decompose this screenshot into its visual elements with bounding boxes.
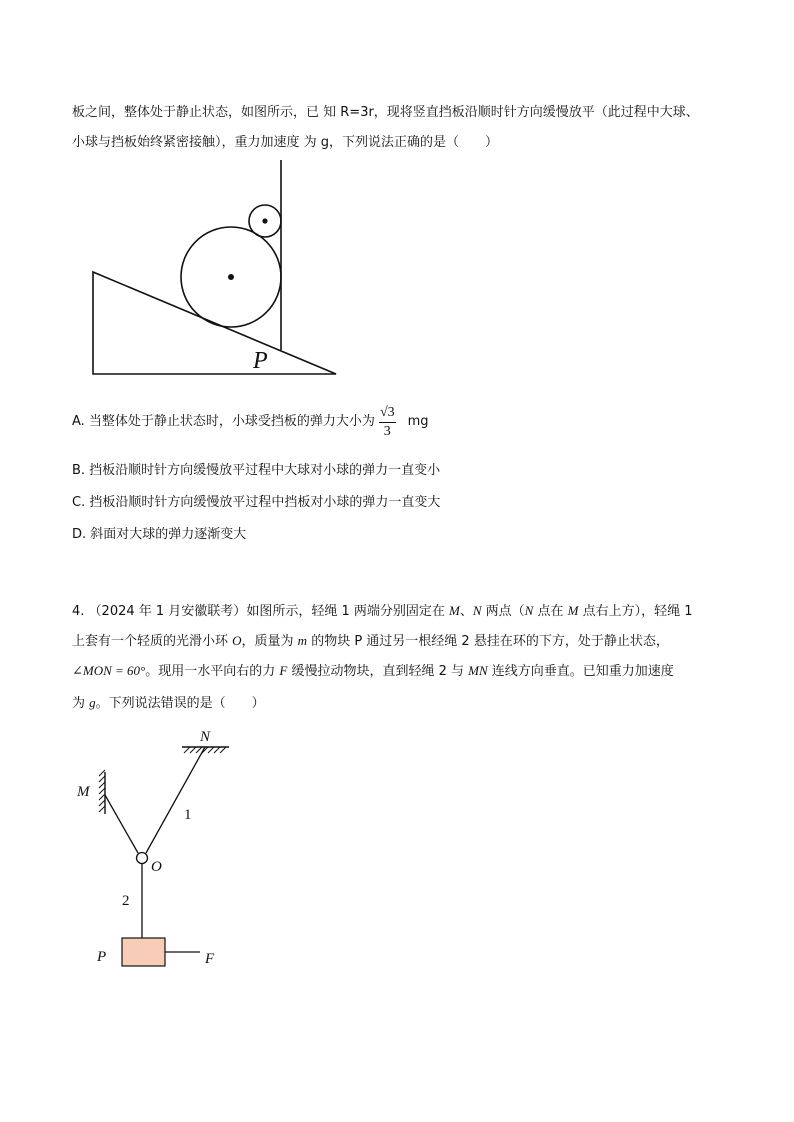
q3-stem-line1: 板之间，整体处于静止状态，如图所示，已 知 R=3r，现将竖直挡板沿顺时针方向缓慢放平（此过程中大球、 [72,105,699,120]
gravity-g-ref: g [89,695,96,710]
fraction-denominator: 3 [383,423,391,439]
rope-1-right [146,747,205,853]
q3-option-b: B. 挡板沿顺时针方向缓慢放平过程中大球对小球的弹力一直变小 [72,463,441,478]
label-1: 1 [184,807,192,823]
block-p [122,938,165,966]
angle-mon: ∠MON = 60° [72,663,146,678]
q4-l3-d: 连线方向垂直。已知重力加速度 [487,664,674,679]
q4-l4-b: 。下列说法错误的是（ ） [95,696,265,711]
q4-source: （2024 年 1 月安徽联考） [88,604,247,619]
ring-o-ref: O [232,633,242,648]
q4-l1-b: 两点（ [481,604,525,619]
rope-1-left [105,795,138,853]
point-p-label: P [253,348,268,374]
q4-l1-d: 点右上方），轻绳 1 [578,604,693,619]
label-o: O [151,859,162,875]
point-m-ref-2: M [567,603,579,618]
point-n-ref-2: N [524,603,534,618]
label-n: N [200,729,211,745]
label-p: P [97,949,107,965]
q4-l2-b: ，质量为 [241,634,298,649]
point-n-ref: N [472,603,482,618]
force-f-ref: F [279,663,288,678]
q3-option-a-text: A. 当整体处于静止状态时，小球受挡板的弹力大小为 [72,414,375,429]
q4-l3-b: 。现用一水平向右的力 [145,664,280,679]
q4-l2-c: 的物块 P 通过另一根经绳 2 悬挂在环的下方，处于静止状态， [307,634,669,649]
q3-option-a-unit: mg [407,414,429,429]
fraction-numerator: √3 [379,404,396,423]
q4-l4-a: 为 [72,696,90,711]
mass-m-ref: m [297,633,308,648]
q4-l3-c: 缓慢拉动物块，直到轻绳 2 与 [287,664,469,679]
point-m-ref: M [448,603,460,618]
label-2: 2 [122,893,130,909]
q4-number: 4. [72,604,85,619]
line-mn-ref: MN [468,663,488,678]
m-hatching [99,770,105,812]
label-f: F [205,951,215,967]
sep: 、 [459,604,473,619]
q4-l1-a: 如图所示，轻绳 1 两端分别固定在 [246,604,449,619]
q4-l1-c: 点在 [533,604,568,619]
q3-option-c: C. 挡板沿顺时针方向缓慢放平过程中挡板对小球的弹力一直变大 [72,495,441,510]
label-m: M [77,784,90,800]
ring-o [137,853,148,864]
q3-option-d: D. 斜面对大球的弹力逐渐变大 [72,527,247,542]
q3-stem-line2: 小球与挡板始终紧密接触），重力加速度 为 g，下列说法正确的是（ ） [72,135,499,150]
q4-l2-a: 上套有一个轻质的光滑小环 [72,634,233,649]
